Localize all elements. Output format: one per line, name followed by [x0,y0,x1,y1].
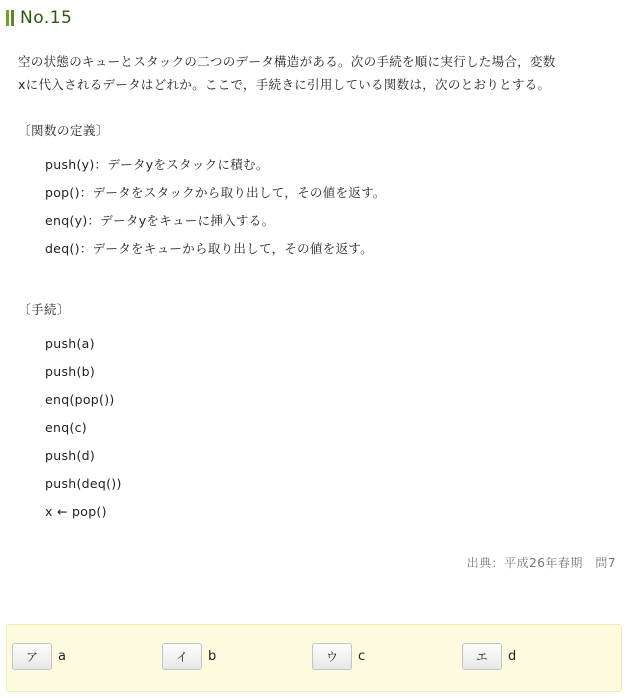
procedure-step: enq(c) [45,420,87,435]
choice-text: c [358,649,366,664]
procedure-step: enq(pop()) [45,392,115,407]
definitions-list [45,151,386,263]
procedure-step: push(deq()) [45,476,122,491]
procedure-list [45,330,122,526]
definition-item: enq(y)：データyをキューに挿入する。 [45,213,275,228]
choice-text: d [508,649,517,664]
choice-text: a [58,649,66,664]
choice-button-i[interactable]: イ [162,643,202,670]
definition-item: pop()：データをスタックから取り出して，その値を返す。 [45,185,386,200]
procedure-step: x ← pop() [45,504,107,519]
procedure-step: push(b) [45,364,96,379]
source-citation: 出典：平成26年春期 問7 [466,556,616,570]
definition-item: push(y)：データyをスタックに積む。 [45,157,269,172]
choice-button-u[interactable]: ウ [312,643,352,670]
procedure-label: 〔手続〕 [18,302,71,317]
header-accent-bar [6,10,9,26]
definitions-label: 〔関数の定義〕 [18,123,110,138]
procedure-step: push(a) [45,336,95,351]
choice-a [12,643,66,670]
question-header [6,8,72,28]
answer-choices-panel [6,624,622,692]
question-number: No.15 [20,8,73,28]
choice-button-a[interactable]: ア [12,643,52,670]
question-line: xに代入されるデータはどれか。ここで，手続きに引用している関数は，次のとおりとする。 [18,77,551,92]
choice-u [312,643,365,670]
choice-e [462,643,516,670]
choice-button-e[interactable]: エ [462,643,502,670]
question-text [18,50,618,96]
question-line: 空の状態のキューとスタックの二つのデータ構造がある。次の手続を順に実行した場合，変数 [18,54,556,69]
header-accent-bar [11,10,14,26]
choice-i [162,643,216,670]
procedure-step: push(d) [45,448,96,463]
choice-text: b [208,649,217,664]
definition-item: deq()：データをキューから取り出して，その値を返す。 [45,241,373,256]
